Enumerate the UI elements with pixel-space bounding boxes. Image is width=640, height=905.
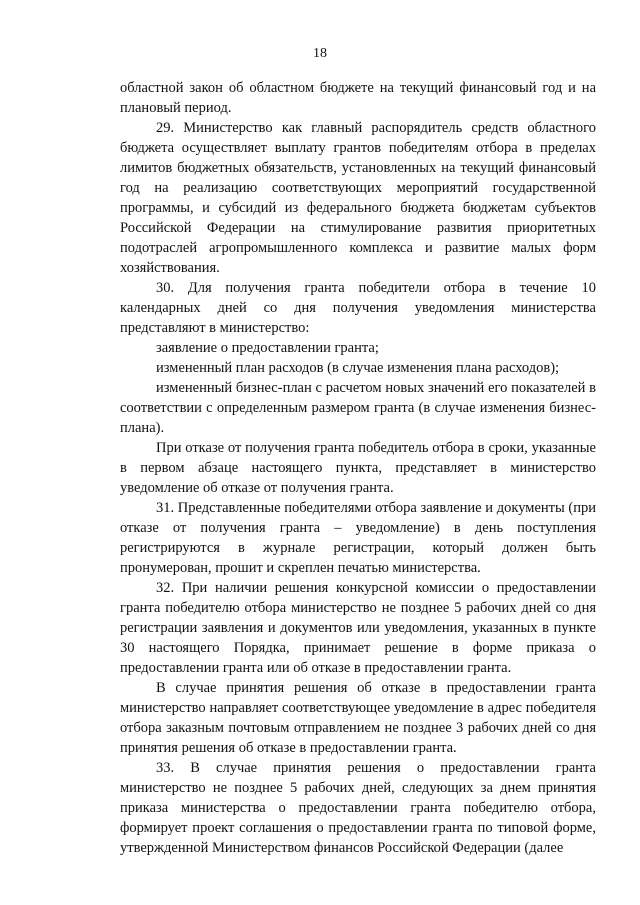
list-item-expense-plan: измененный план расходов (в случае изменения плана расходов); bbox=[156, 360, 560, 376]
paragraph-33: 33. В случае принятия решения о предоставлении гранта министерство не позднее 5 рабочих дней, следующих за днем принятия приказа министерства о предоставлении гранта победителю отбора, формирует проект соглашения о предоставлении гранта по типовой форме, утвержденной Министерством финансов Российской Федерации (далее bbox=[120, 760, 596, 856]
paragraph-31: 31. Представленные победителями отбора заявление и документы (при отказе от получения гранта – уведомление) в день поступления регистрируются в журнале регистрации, который должен быть пронумерован, прошит и скреплен печатью министерства. bbox=[120, 500, 596, 576]
paragraph-continuation: областной закон об областном бюджете на текущий финансовый год и на плановый период. bbox=[120, 80, 596, 116]
paragraph-refusal-notice: При отказе от получения гранта победитель отбора в сроки, указанные в первом абзаце настоящего пункта, представляет в министерство уведомление об отказе от получения гранта. bbox=[120, 440, 596, 496]
page-number: 18 bbox=[313, 46, 327, 61]
list-item-business-plan: измененный бизнес-план с расчетом новых значений его показателей в соответствии с определенным размером гранта (в случае изменения бизнес-плана). bbox=[120, 380, 596, 436]
paragraph-29: 29. Министерство как главный распорядитель средств областного бюджета осуществляет выплату грантов победителям отбора в пределах лимитов бюджетных обязательств, установленных на текущий финансовый год на реализацию соответствующих мероприятий государственной программы, и субсидий из федерального бюджета бюджетам субъектов Российской Федерации на стимулирование развития приоритетных подотраслей агропромышленного комплекса и развитие малых форм хозяйствования. bbox=[120, 120, 596, 276]
paragraph-30: 30. Для получения гранта победители отбора в течение 10 календарных дней со дня получения уведомления министерства представляют в министерство: bbox=[120, 280, 596, 336]
document-body bbox=[120, 78, 596, 858]
paragraph-refusal-decision: В случае принятия решения об отказе в предоставлении гранта министерство направляет соответствующее уведомление в адрес победителя отбора заказным почтовым отправлением не позднее 3 рабочих дней со дня принятия решения об отказе в предоставлении гранта. bbox=[120, 680, 596, 756]
paragraph-32: 32. При наличии решения конкурсной комиссии о предоставлении гранта победителю отбора министерство не позднее 5 рабочих дней со дня регистрации заявления и документов или уведомления, указанных в пункте 30 настоящего Порядка, принимает решение в форме приказа о предоставлении гранта или об отказе в предоставлении гранта. bbox=[120, 580, 596, 676]
list-item-application: заявление о предоставлении гранта; bbox=[156, 340, 379, 356]
